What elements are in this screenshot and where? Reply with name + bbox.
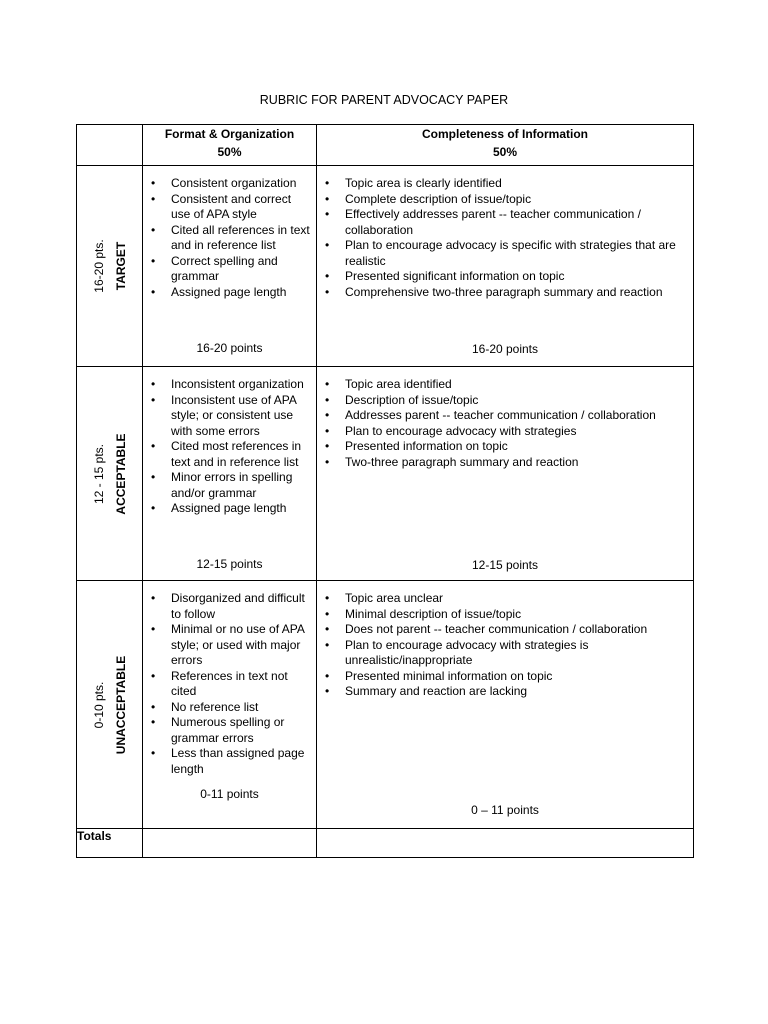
- row-unacceptable: [77, 581, 694, 829]
- bullet-icon: •: [325, 439, 330, 453]
- criteria-item: [147, 622, 312, 669]
- bullet-icon: •: [151, 591, 156, 605]
- level-name-acceptable: ACCEPTABLE: [113, 432, 128, 515]
- bullet-icon: •: [151, 715, 156, 729]
- completeness-points-acceptable: 12-15 points: [471, 558, 539, 572]
- totals-label: Totals: [77, 829, 143, 858]
- rubric-table: [76, 124, 694, 858]
- criteria-item: [147, 176, 312, 192]
- bullet-icon: •: [325, 207, 330, 221]
- criteria-item: [147, 700, 312, 716]
- bullet-icon: •: [325, 392, 330, 407]
- criteria-item: [321, 455, 689, 471]
- level-points-acceptable: 12 - 15 pts.: [91, 443, 106, 504]
- level-cell-unacceptable: [77, 581, 143, 829]
- criteria-item-text: Correct spelling and grammar: [171, 253, 278, 283]
- header-format: [143, 125, 317, 166]
- criteria-item-text: Effectively addresses parent -- teacher communication / collaboration: [345, 207, 641, 237]
- completeness-cell-unacceptable: [317, 581, 694, 829]
- completeness-list-target: [317, 166, 693, 300]
- row-totals: [77, 829, 694, 858]
- criteria-item: [321, 622, 689, 638]
- header-completeness-name: Completeness of Information: [421, 127, 588, 141]
- bullet-icon: •: [325, 454, 330, 469]
- criteria-item: [321, 207, 689, 238]
- header-format-weight: 50%: [217, 145, 242, 159]
- criteria-item-text: Cited all references in text and in reference list: [171, 222, 310, 252]
- criteria-item-text: Plan to encourage advocacy with strategies: [345, 423, 577, 438]
- criteria-item: [321, 238, 689, 269]
- row-target: [77, 166, 694, 367]
- bullet-icon: •: [325, 606, 330, 621]
- criteria-item: [321, 607, 689, 623]
- criteria-item-text: No reference list: [171, 699, 259, 714]
- bullet-icon: •: [151, 622, 156, 636]
- criteria-item: [321, 377, 689, 393]
- format-cell-unacceptable: [143, 581, 317, 829]
- criteria-item: [321, 192, 689, 208]
- bullet-icon: •: [151, 470, 156, 484]
- criteria-item: [321, 269, 689, 285]
- completeness-list-unacceptable: [317, 581, 693, 700]
- bullet-icon: •: [151, 699, 156, 714]
- bullet-icon: •: [151, 392, 156, 407]
- criteria-item-text: Description of issue/topic: [345, 392, 479, 407]
- format-cell-target: [143, 166, 317, 367]
- bullet-icon: •: [325, 238, 330, 252]
- criteria-item: [321, 424, 689, 440]
- criteria-item-text: Presented information on topic: [345, 439, 508, 453]
- criteria-item: [321, 176, 689, 192]
- criteria-item: [147, 223, 312, 254]
- criteria-item: [147, 669, 312, 700]
- criteria-item: [321, 393, 689, 409]
- bullet-icon: •: [151, 501, 156, 515]
- criteria-item-text: Minimal description of issue/topic: [345, 606, 522, 621]
- criteria-item: [147, 715, 312, 746]
- criteria-item-text: Inconsistent use of APA style; or consistent use with some errors: [171, 392, 297, 438]
- criteria-item: [321, 591, 689, 607]
- bullet-icon: •: [151, 284, 156, 299]
- criteria-item-text: Assigned page length: [171, 501, 287, 515]
- level-cell-acceptable: [77, 367, 143, 581]
- criteria-item: [147, 254, 312, 285]
- criteria-item-text: Presented significant information on topic: [345, 269, 565, 283]
- criteria-item-text: Minor errors in spelling and/or grammar: [171, 470, 293, 500]
- criteria-item: [147, 470, 312, 501]
- bullet-icon: •: [325, 423, 330, 438]
- criteria-item: [321, 408, 689, 424]
- format-list-unacceptable: [143, 581, 316, 777]
- criteria-item-text: Comprehensive two-three paragraph summary and reaction: [345, 284, 663, 299]
- bullet-icon: •: [325, 622, 330, 636]
- bullet-icon: •: [151, 668, 156, 683]
- criteria-item-text: Minimal or no use of APA style; or used with major errors: [171, 622, 305, 667]
- criteria-item: [321, 439, 689, 455]
- criteria-item: [321, 684, 689, 700]
- criteria-item-text: Two-three paragraph summary and reaction: [345, 454, 579, 469]
- level-name-unacceptable: UNACCEPTABLE: [113, 655, 128, 754]
- header-corner-cell: [77, 125, 143, 166]
- completeness-points-unacceptable: 0 – 11 points: [471, 803, 539, 817]
- criteria-item-text: Addresses parent -- teacher communication / collaboration: [345, 408, 656, 422]
- bullet-icon: •: [325, 191, 330, 206]
- bullet-icon: •: [151, 439, 156, 453]
- row-acceptable: [77, 367, 694, 581]
- criteria-item-text: Topic area identified: [345, 377, 452, 391]
- level-name-target: TARGET: [113, 241, 128, 291]
- criteria-item-text: Topic area is clearly identified: [345, 176, 502, 190]
- level-cell-target: [77, 166, 143, 367]
- criteria-item-text: Plan to encourage advocacy with strategies is unrealistic/inappropriate: [345, 637, 589, 667]
- totals-format-cell: [143, 829, 317, 858]
- format-points-acceptable: 12-15 points: [196, 557, 263, 571]
- criteria-item-text: Topic area unclear: [345, 591, 444, 605]
- completeness-list-acceptable: [317, 367, 693, 470]
- criteria-item-text: References in text not cited: [171, 668, 288, 698]
- criteria-item-text: Presented minimal information on topic: [345, 668, 553, 683]
- bullet-icon: •: [325, 269, 330, 283]
- bullet-icon: •: [325, 284, 330, 299]
- bullet-icon: •: [325, 377, 330, 391]
- bullet-icon: •: [325, 176, 330, 190]
- header-completeness-weight: 50%: [492, 145, 518, 159]
- bullet-icon: •: [325, 591, 330, 605]
- criteria-item-text: Less than assigned page length: [171, 746, 305, 776]
- criteria-item: [147, 285, 312, 301]
- criteria-item: [321, 285, 689, 301]
- bullet-icon: •: [151, 176, 156, 190]
- criteria-item: [147, 746, 312, 777]
- criteria-item-text: Inconsistent organization: [171, 377, 304, 391]
- criteria-item: [147, 439, 312, 470]
- criteria-item: [147, 393, 312, 440]
- criteria-item: [147, 591, 312, 622]
- criteria-item: [321, 669, 689, 685]
- bullet-icon: •: [325, 637, 330, 652]
- document-title: RUBRIC FOR PARENT ADVOCACY PAPER: [259, 93, 509, 107]
- totals-completeness-cell: [317, 829, 694, 858]
- criteria-item: [147, 377, 312, 393]
- header-row: [77, 125, 694, 166]
- format-points-unacceptable: 0-11 points: [200, 787, 259, 801]
- level-points-target: 16-20 pts.: [91, 239, 106, 293]
- level-points-unacceptable: 0-10 pts.: [91, 681, 106, 728]
- header-completeness: [317, 125, 694, 166]
- criteria-item-text: Plan to encourage advocacy is specific with strategies that are realistic: [345, 238, 676, 268]
- criteria-item-text: Cited most references in text and in reference list: [171, 439, 302, 469]
- criteria-item-text: Consistent and correct use of APA style: [171, 191, 292, 221]
- completeness-cell-target: [317, 166, 694, 367]
- criteria-item-text: Does not parent -- teacher communication / collaboration: [345, 622, 648, 636]
- criteria-item-text: Consistent organization: [171, 176, 297, 190]
- completeness-points-target: 16-20 points: [471, 342, 539, 356]
- bullet-icon: •: [151, 191, 156, 206]
- criteria-item: [147, 192, 312, 223]
- bullet-icon: •: [325, 668, 330, 683]
- bullet-icon: •: [151, 253, 156, 268]
- criteria-item-text: Summary and reaction are lacking: [345, 684, 528, 698]
- bullet-icon: •: [151, 222, 156, 237]
- header-format-name: Format & Organization: [164, 127, 295, 141]
- format-list-acceptable: [143, 367, 316, 517]
- bullet-icon: •: [325, 408, 330, 422]
- bullet-icon: •: [151, 377, 156, 391]
- criteria-item-text: Numerous spelling or grammar errors: [171, 715, 285, 745]
- format-list-target: [143, 166, 316, 300]
- format-points-target: 16-20 points: [196, 341, 263, 355]
- completeness-cell-acceptable: [317, 367, 694, 581]
- criteria-item-text: Complete description of issue/topic: [345, 191, 532, 206]
- criteria-item: [321, 638, 689, 669]
- bullet-icon: •: [325, 684, 330, 698]
- criteria-item-text: Assigned page length: [171, 284, 287, 299]
- format-cell-acceptable: [143, 367, 317, 581]
- bullet-icon: •: [151, 746, 156, 760]
- criteria-item-text: Disorganized and difficult to follow: [171, 591, 305, 621]
- criteria-item: [147, 501, 312, 517]
